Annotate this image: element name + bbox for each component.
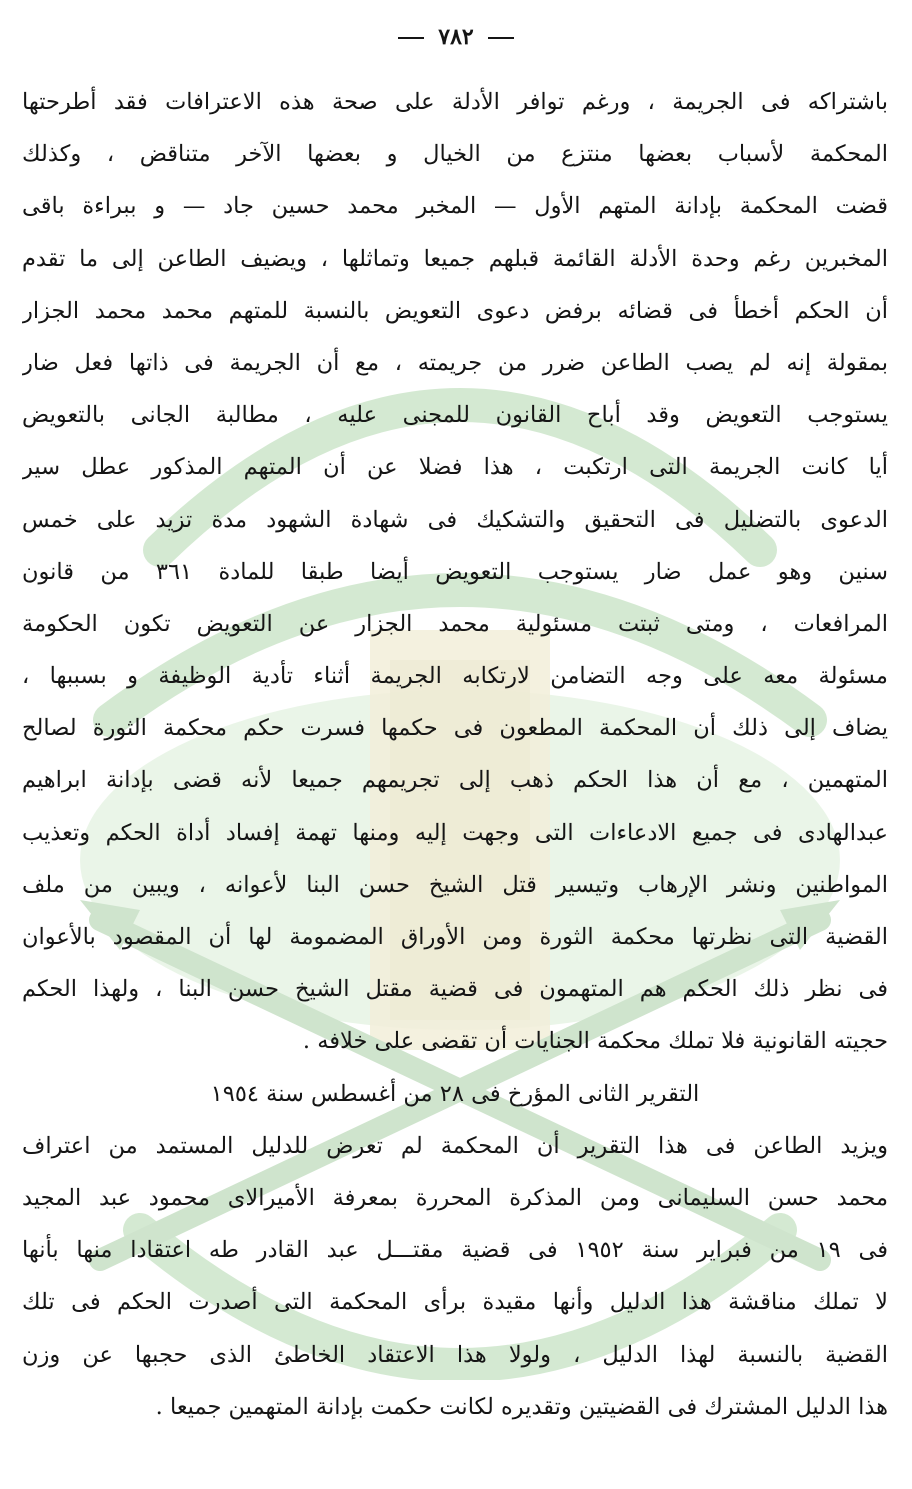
text-line: هذا الدليل المشترك فى القضيتين وتقديره لكانت حكمت بإدانة المتهمين جميعا . <box>155 1393 888 1420</box>
text-line: قضت المحكمة بإدانة المتهم الأول — المخبر محمد حسين جاد — و ببراءة باقى <box>22 193 888 220</box>
text-line: المحكمة لأسباب بعضها منتزع من الخيال و بعضها الآخر متناقض ، وكذلك <box>22 141 888 168</box>
text-line: الدعوى بالتضليل فى التحقيق والتشكيك فى شهادة الشهود مدة تزيد على خمس <box>22 506 888 533</box>
text-line: القضية التى نظرتها محكمة الثورة ومن الأوراق المضمومة لها أن المقصود بالأعوان <box>22 924 888 950</box>
text-line: يستوجب التعويض وقد أباح القانون للمجنى عليه ، مطالبة الجانى بالتعويض <box>22 402 888 429</box>
text-line: حجيته القانونية فلا تملك محكمة الجنايات أن تقضى على خلافه . <box>302 1028 888 1055</box>
text-line: لا تملك مناقشة هذا الدليل وأنها مقيدة برأى المحكمة التى أصدرت الحكم فى تلك <box>22 1289 888 1316</box>
text-line: يضاف إلى ذلك أن المحكمة المطعون فى حكمها فسرت حكم محكمة الثورة لصالح <box>22 715 888 742</box>
text-line: المواطنين ونشر الإرهاب وتيسير قتل الشيخ حسن البنا لأعوانه ، ويبين من ملف <box>22 871 888 898</box>
page-header <box>0 24 912 50</box>
text-line: عبدالهادى فى جميع الادعاءات التى وجهت إليه ومنها تهمة إفساد أداة الحكم وتعذيب <box>22 819 888 846</box>
page-number: ٧٨٢ <box>438 24 474 50</box>
text-line: فى نظر ذلك الحكم هم المتهمون فى قضية مقتل الشيخ حسن البنا ، ولهذا الحكم <box>22 976 888 1003</box>
text-line: المرافعات ، ومتى ثبتت مسئولية محمد الجزار عن التعويض تكون الحكومة <box>22 610 888 637</box>
text-line: فى ١٩ من فبراير سنة ١٩٥٢ فى قضية مقتـــل عبد القادر طه اعتقادا منها بأنها <box>22 1237 888 1264</box>
text-line: المخبرين رغم وحدة الأدلة القائمة قبلهم جميعا وتماثلها ، ويضيف الطاعن إلى ما تقدم <box>22 245 888 272</box>
text-line: القضية بالنسبة لهذا الدليل ، ولولا هذا الاعتقاد الخاطئ الذى حجبها عن وزن <box>22 1341 888 1368</box>
text-line: محمد حسن السليمانى ومن المذكرة المحررة بمعرفة الأميرالاى محمود عبد المجيد <box>22 1184 888 1211</box>
text-line: أن الحكم أخطأ فى قضائه برفض دعوى التعويض بالنسبة للمتهم محمد محمد الجزار <box>22 297 888 324</box>
paragraph-1 <box>22 76 888 1068</box>
body-text <box>22 76 888 1433</box>
text-line: أيا كانت الجريمة التى ارتكبت ، هذا فضلا عن أن المتهم المذكور عطل سير <box>22 454 888 481</box>
header-dash-left <box>398 37 424 39</box>
paragraph-2 <box>22 1120 888 1433</box>
header-dash-right <box>488 37 514 39</box>
text-line: مسئولة معه على وجه التضامن لارتكابه الجريمة أثناء تأدية الوظيفة و بسببها ، <box>22 663 888 690</box>
text-line: باشتراكه فى الجريمة ، ورغم توافر الأدلة على صحة هذه الاعترافات فقد أطرحتها <box>22 89 888 115</box>
text-line: سنين وهو عمل ضار يستوجب التعويض أيضا طبقا للمادة ٣٦١ من قانون <box>22 558 888 585</box>
section-heading: التقرير الثانى المؤرخ فى ٢٨ من أغسطس سنة ١٩٥٤ <box>210 1080 700 1107</box>
text-line: ويزيد الطاعن فى هذا التقرير أن المحكمة لم تعرض للدليل المستمد من اعتراف <box>22 1132 888 1159</box>
text-line: بمقولة إنه لم يصب الطاعن ضرر من جريمته ، مع أن الجريمة فى ذاتها فعل ضار <box>22 349 888 376</box>
text-line: المتهمين ، مع أن هذا الحكم ذهب إلى تجريمهم جميعا لأنه قضى بإدانة ابراهيم <box>22 767 888 794</box>
